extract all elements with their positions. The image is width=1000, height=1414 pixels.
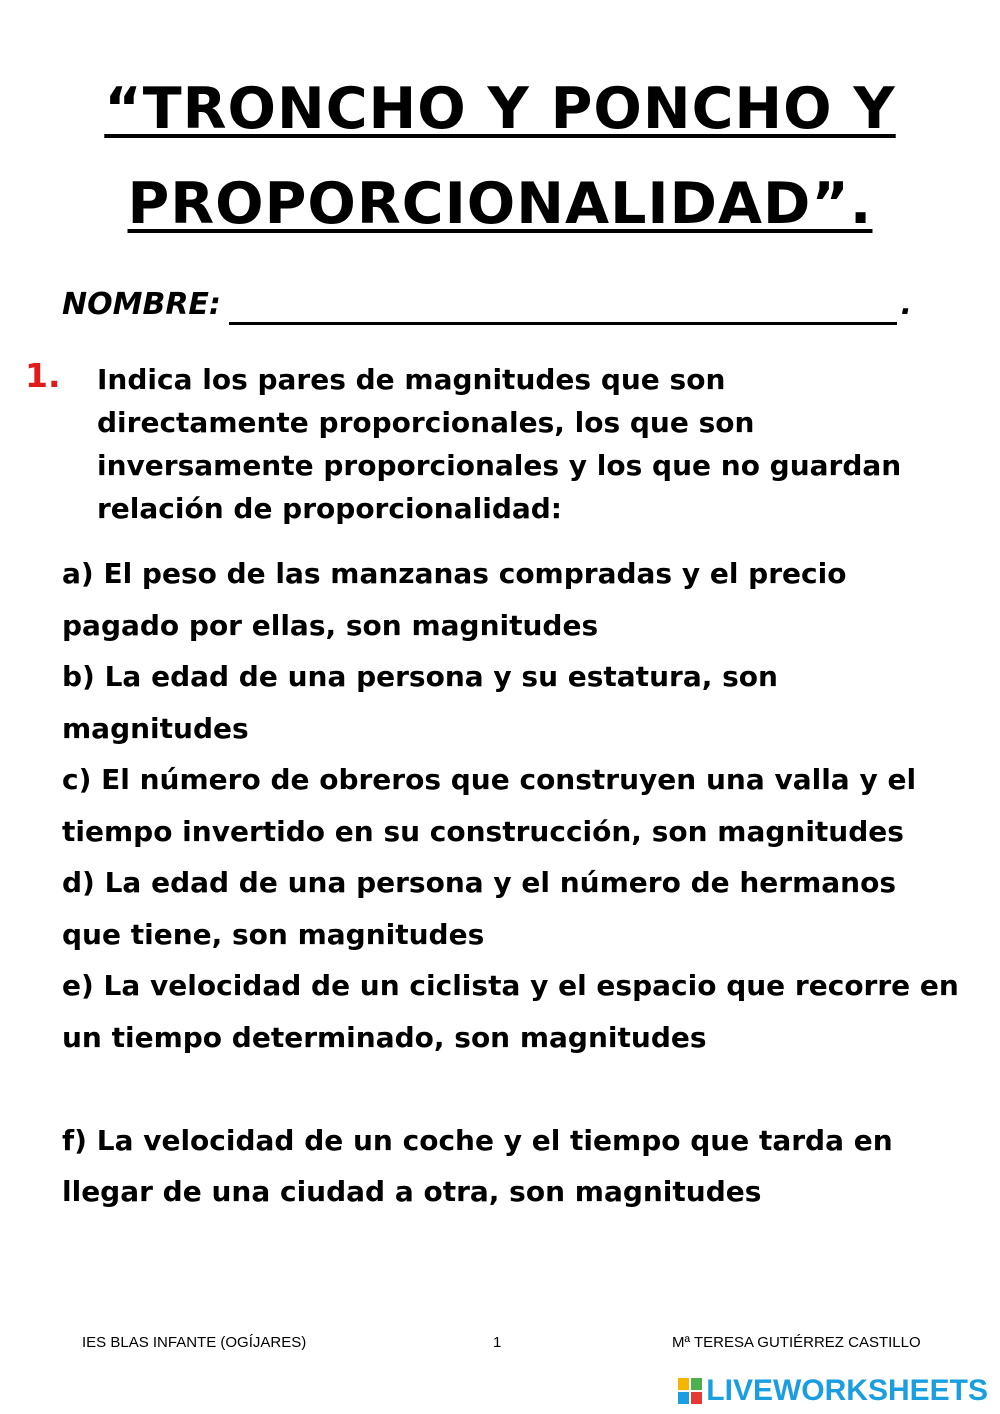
footer-author: Mª TERESA GUTIÉRREZ CASTILLO xyxy=(672,1334,921,1351)
item-b: b) La edad de una persona y su estatura, son magnitudes xyxy=(62,660,778,745)
item-e: e) La velocidad de un ciclista y el espacio que recorre en un tiempo determinado, son magnitudes xyxy=(62,969,959,1054)
name-end-dot: . xyxy=(900,287,912,322)
title-line-2: PROPORCIONALIDAD”. xyxy=(127,171,873,237)
name-field-row xyxy=(62,285,912,325)
question-number: 1. xyxy=(25,356,61,395)
item-a: a) El peso de las manzanas compradas y el precio pagado por ellas, son magnitudes xyxy=(62,557,847,642)
worksheet-title xyxy=(40,62,960,252)
title-line-1: “TRONCHO Y PONCHO Y xyxy=(104,76,896,142)
item-d: d) La edad de una persona y el número de hermanos que tiene, son magnitudes xyxy=(62,866,896,951)
item-f: f) La velocidad de un coche y el tiempo que tarda en llegar de una ciudad a otra, son magnitudes xyxy=(62,1123,893,1208)
question-text: Indica los pares de magnitudes que son directamente proporcionales, los que son inversamente proporcionales y los que no guardan relación de proporcionalidad: xyxy=(97,363,902,525)
liveworksheets-logo xyxy=(678,1374,988,1408)
name-label: NOMBRE: xyxy=(62,287,221,322)
question-items xyxy=(62,548,962,1218)
item-c: c) El número de obreros que construyen una valla y el tiempo invertido en su construcción, son magnitudes xyxy=(62,763,917,848)
name-blank-line[interactable] xyxy=(229,292,897,325)
footer-page-number: 1 xyxy=(493,1334,502,1351)
liveworksheets-icon xyxy=(678,1378,702,1404)
brand-text: LIVEWORKSHEETS xyxy=(706,1374,988,1407)
footer-school: IES BLAS INFANTE (OGÍJARES) xyxy=(82,1334,307,1351)
